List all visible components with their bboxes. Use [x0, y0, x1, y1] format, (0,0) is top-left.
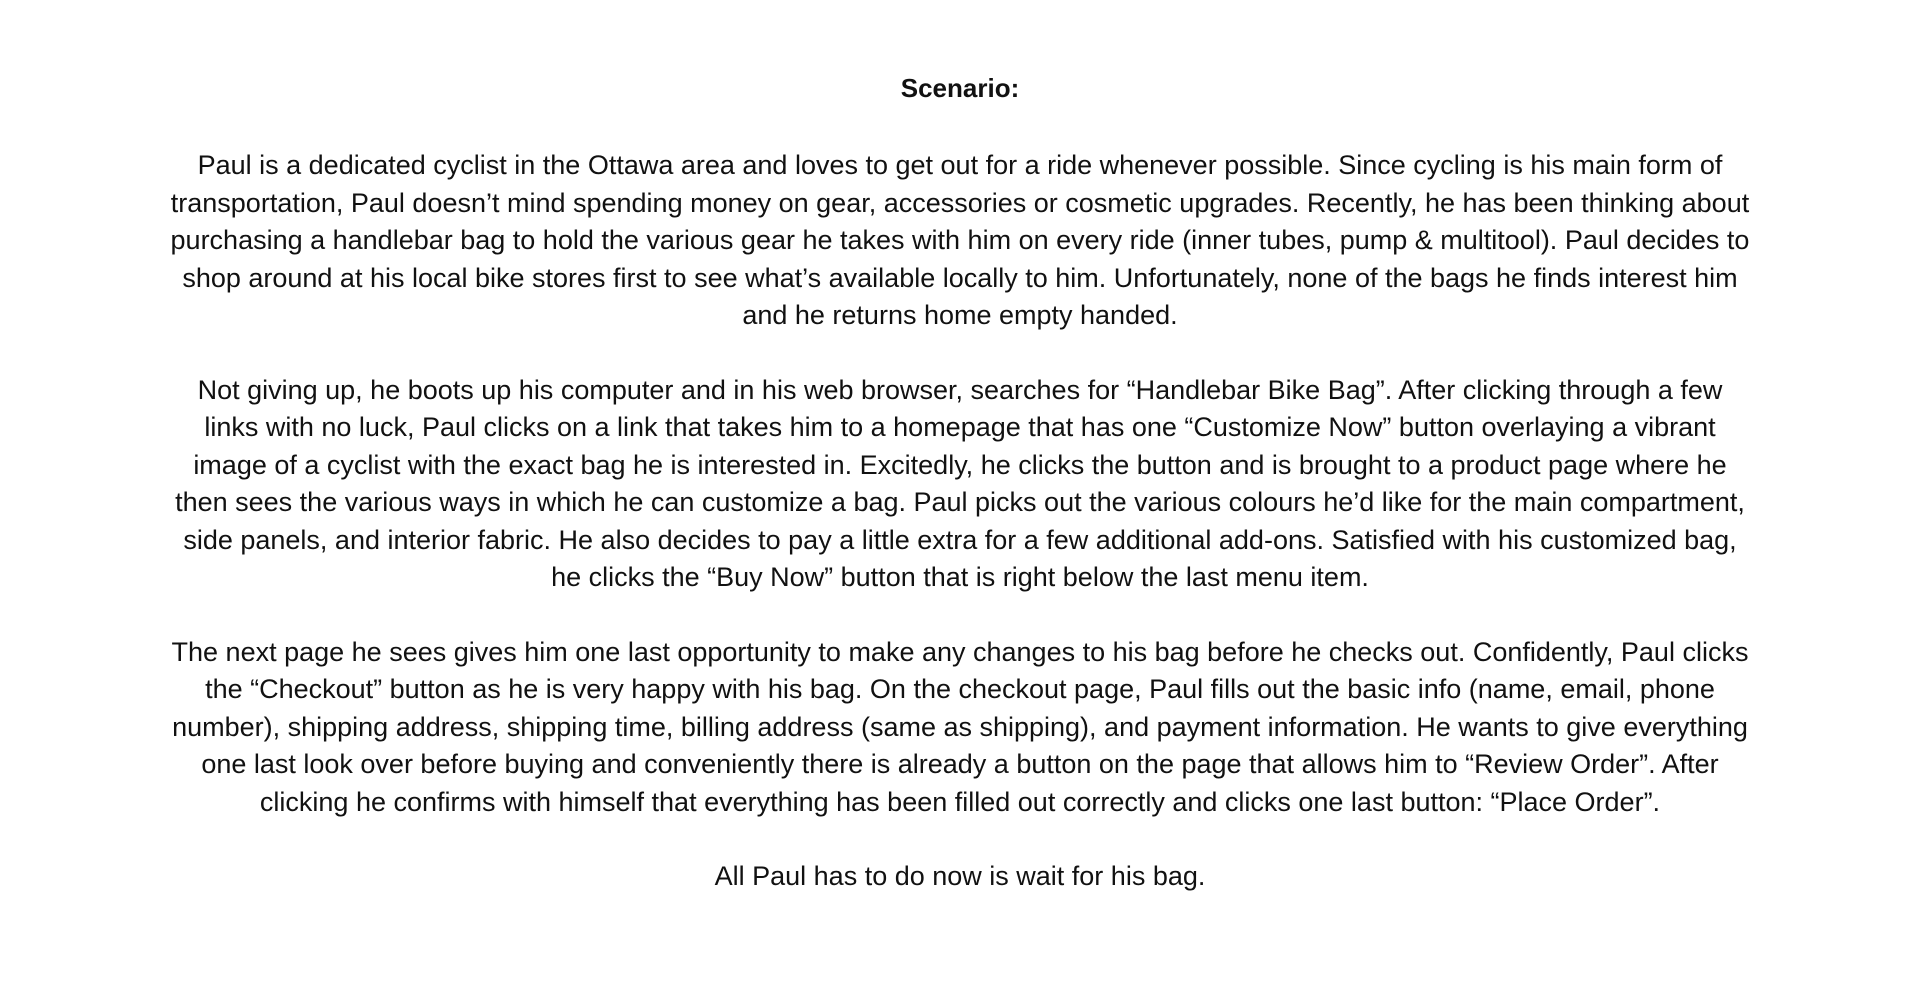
scenario-paragraph-1: Paul is a dedicated cyclist in the Ottawa area and loves to get out for a ride whenever possible. Since cycling is his main form of transportation, Paul doesn’t mind spending money on gear, accessories or cosmetic upgrades. Recently, he has been thinking about purchasing a handlebar bag to hold the various gear he takes with him on every ride (inner tubes, pump & multitool). Paul decides to shop around at his local bike stores first to see what’s available locally to him. Unfortunately, none of the bags he finds interest him and he returns home empty handed. [170, 150, 1750, 330]
document-title: Scenario: [900, 73, 1020, 103]
scenario-paragraph-3: The next page he sees gives him one last opportunity to make any changes to his bag before he checks out. Confidently, Paul clicks the “Checkout” button as he is very happy with his bag. On the checkout page, Paul fills out the basic info (name, email, phone number), shipping address, shipping time, billing address (same as shipping), and payment information. He wants to give everything one last look over before buying and conveniently there is already a button on the page that allows him to “Review Order”. After clicking he confirms with himself that everything has been filled out correctly and clicks one last button: “Place Order”. [171, 636, 1749, 817]
scenario-paragraph-4: All Paul has to do now is wait for his bag. [714, 861, 1206, 891]
scenario-paragraph-2: Not giving up, he boots up his computer and in his web browser, searches for “Handlebar Bike Bag”. After clicking through a few links with no luck, Paul clicks on a link that takes him to a homepage that has one “Customize Now” button overlaying a vibrant image of a cyclist with the exact bag he is interested in. Excitedly, he clicks the button and is brought to a product page where he then sees the various ways in which he can customize a bag. Paul picks out the various colours he’d like for the main compartment, side panels, and interior fabric. He also decides to pay a little extra for a few additional add-ons. Satisfied with his customized bag, he clicks the “Buy Now” button that is right below the last menu item. [175, 374, 1745, 592]
